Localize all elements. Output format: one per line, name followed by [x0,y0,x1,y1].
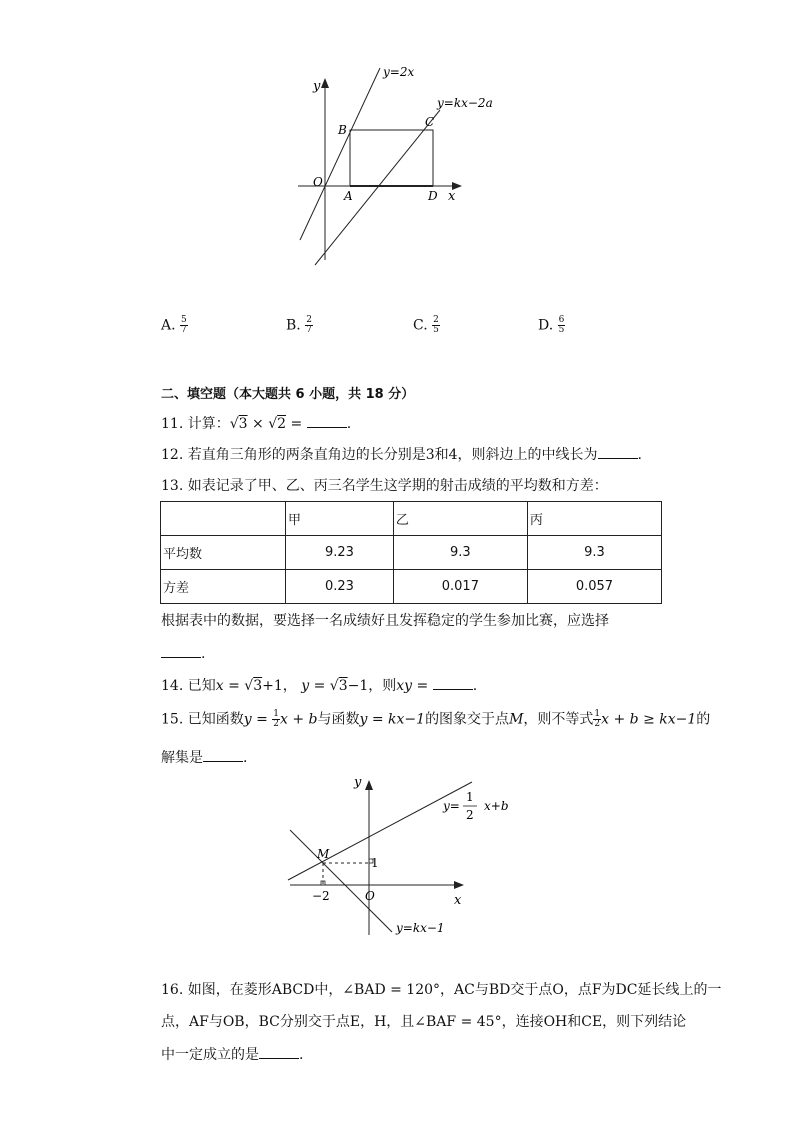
label-line-2: y=kx−1 [396,921,445,935]
score-table [160,501,662,604]
question-number: 12. [161,447,184,463]
line-y-kx-2a [315,110,440,265]
y-axis-arrow [321,78,329,88]
y-axis-arrow [365,780,373,790]
label-y-axis: y [313,79,321,94]
question-number: 11. [161,416,184,432]
question-13-answer-line: . [161,645,205,663]
label-line-1-den: 2 [466,808,474,822]
answer-blank [307,415,347,428]
table-row-label: 方差 [161,570,286,604]
answer-blank [598,446,638,459]
answer-blank [161,645,201,658]
question-15-line2: 解集是 . [161,750,248,766]
label-line-1-prefix: y= [443,799,460,813]
table-cell: 0.23 [286,570,394,604]
table-header-cell: 乙 [393,502,527,536]
label-tick-1: 1 [371,856,379,870]
question-16-line3: 中一定成立的是 . [161,1047,304,1063]
choice-a: A. $\frac{5}{7}$ [161,315,187,335]
table-cell: 0.017 [393,570,527,604]
answer-blank [433,677,473,690]
label-line-1-num: 1 [466,790,474,804]
label-y-2x: y=2x [383,65,415,79]
label-point-b: B [338,123,347,137]
line-y-half-x-b [288,782,472,880]
table-row-label: 平均数 [161,536,286,570]
answer-blank [203,749,243,762]
figure-2 [280,770,530,940]
question-number: 14. [161,678,184,694]
label-point-d: D [428,189,438,203]
figure-1 [280,60,520,275]
choice-d: D. $\frac{6}{5}$ [538,315,565,335]
question-number: 16. [161,982,184,998]
choice-c: C. $\frac{2}{5}$ [413,315,439,335]
choice-b: B. $\frac{2}{7}$ [286,315,312,335]
answer-blank [259,1046,299,1059]
table-header-cell: 甲 [286,502,394,536]
label-x-axis: x [454,893,462,908]
table-cell: 9.3 [393,536,527,570]
table-row [161,570,662,604]
section-heading: 二、填空题（本大题共 6 小题，共 18 分） [161,387,415,402]
question-16-line2: 点，AF与OB，BC分别交于点E，H，且∠BAF = 45°，连接OH和CE，则下列结论 [161,1014,687,1030]
table-cell: 0.057 [527,570,661,604]
rectangle-abcd [350,130,433,186]
table-cell: 9.3 [527,536,661,570]
table-header-cell: 丙 [527,502,661,536]
line-y-kx-1 [290,830,392,932]
table-header-row [161,502,662,536]
label-line-1-suffix: x+b [484,799,509,813]
label-tick-minus-2: −2 [312,889,330,903]
table-cell: 9.23 [286,536,394,570]
label-y-axis: y [354,775,362,790]
question-13-followup: 根据表中的数据，要选择一名成绩好且发挥稳定的学生参加比赛，应选择 [161,613,609,629]
question-12: 12. 若直角三角形的两条直角边的长分别是3和4，则斜边上的中线长为 . [161,447,642,463]
label-point-m: M [317,847,330,861]
x-axis-arrow [454,881,464,889]
label-point-c: C [425,115,435,129]
line-y-2x [300,68,380,240]
question-14: 14. 已知x = √3+1， y = √3−1，则xy = . [161,678,478,694]
label-point-a: A [344,189,353,203]
question-11: 11. 计算：√3 × √2 = . [161,416,352,432]
question-15: 15. 已知函数y = $\frac{1}{2}$ x + b与函数y = kx−1的图象交于点M，则不等式 $\frac{1}{2}$ x + b ≥ kx−1的 [161,709,711,729]
table-header-cell [161,502,286,536]
question-number: 15. [161,711,184,728]
label-origin: O [365,889,375,903]
question-number: 13. [161,478,184,494]
label-x-axis: x [448,189,456,204]
question-16: 16. 如图，在菱形ABCD中，∠BAD = 120°，AC与BD交于点O，点F为DC延长线上的一 [161,982,722,998]
table-row [161,536,662,570]
question-13: 13. 如表记录了甲、乙、丙三名学生这学期的射击成绩的平均数和方差： [161,478,608,494]
label-y-kx-2a: y=kx−2a [437,96,493,110]
label-origin: O [313,175,323,189]
